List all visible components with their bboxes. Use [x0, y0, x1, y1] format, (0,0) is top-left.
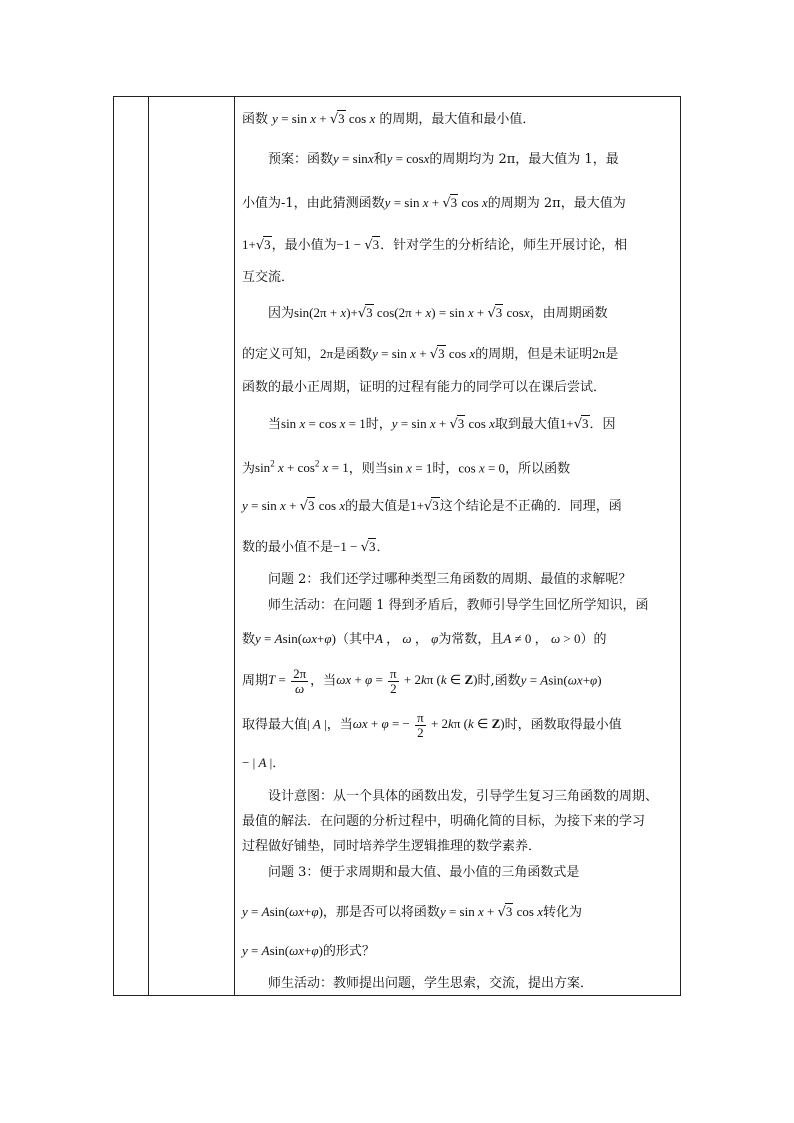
question-3-line-2: y = Asin(ωx+φ)，那是否可以将函数y = sin x + √3 cos x转化为	[242, 904, 583, 920]
design-intent-line-3: 过程做好铺垫，同时培养学生逻辑推理的数学素养．	[242, 839, 542, 854]
question-2-title: 问题 2：我们还学过哪种类型三角函数的周期、最值的求解呢？	[268, 572, 632, 587]
lesson-table	[113, 96, 681, 996]
max-line-3: y = sin x + √3 cos x的最大值是1+√3这个结论是不正确的．同理，函	[242, 498, 622, 514]
question-2-line-1: 师生活动：在问题 1 得到矛盾后，教师引导学生回忆所学知识，函	[268, 598, 649, 613]
question-3-line-3: y = Asin(ωx+φ)的形式？	[242, 943, 375, 959]
design-intent-line-1: 设计意图：从一个具体的函数出发，引导学生复习三角函数的周期、	[268, 789, 659, 804]
proof-line-1: 因为sin(2π + x)+√3 cos(2π + x) = sin x + √3 cosx，由周期函数	[268, 305, 608, 321]
proof-line-3: 函数的最小正周期，证明的过程有能力的同学可以在课后尝试．	[242, 380, 607, 395]
question-3-line-4: 师生活动：教师提出问题，学生思索，交流，提出方案．	[268, 976, 594, 991]
question-2-line-3: 周期T = $\frac{2\pi}{\omega}$ ，当ωx + φ = $\frac{\pi}{2}$ + 2kπ (k ∈ Z)时,函数y = Asin(ωx+φ)	[242, 666, 602, 696]
answer-line-4: 互交流．	[242, 270, 295, 285]
question-2-line-4: 取得最大值| A |，当ωx + φ = − $\frac{\pi}{2}$ + 2kπ (k ∈ Z)时，函数取得最小值	[242, 710, 622, 740]
design-intent-line-2: 最值的解法．在问题的分析过程中，明确化简的目标，为接下来的学习	[242, 814, 646, 829]
question-3-title: 问题 3：便于求周期和最大值、最小值的三角函数式是	[268, 865, 580, 880]
question-2-line-2: 数y = Asin(ωx+φ)（其中A ， ω ， φ为常数，且A ≠ 0 ， ω > 0）的	[242, 631, 607, 647]
max-line-4: 数的最小值不是−1 − √3．	[242, 539, 390, 555]
answer-line-2: 小值为-1，由此猜测函数y = sin x + √3 cos x的周期为 2π，最大值为	[242, 195, 626, 211]
answer-line-1: 预案：函数y = sinx和y = cosx的周期均为 2π，最大值为 1，最	[268, 151, 619, 167]
max-line-2: 为$\sin^2 x + \cos^2 x = 1$，则当sin x = 1时，cos x = 0，所以函数	[242, 459, 571, 477]
column-divider-2	[234, 97, 235, 995]
problem-statement: 函数 y = sin x + √3 cos x 的周期，最大值和最小值．	[242, 111, 536, 127]
max-line-1: 当sin x = cos x = 1时，y = sin x + √3 cos x取到最大值1+√3．因	[268, 416, 616, 432]
question-2-line-5: − | A |．	[242, 755, 286, 771]
answer-line-3: 1+√3，最小值为−1 − √3．针对学生的分析结论，师生开展讨论，相	[242, 237, 628, 253]
column-divider-1	[148, 97, 149, 995]
proof-line-2: 的定义可知，2π是函数y = sin x + √3 cos x的周期，但是未证明2π是	[242, 346, 619, 362]
